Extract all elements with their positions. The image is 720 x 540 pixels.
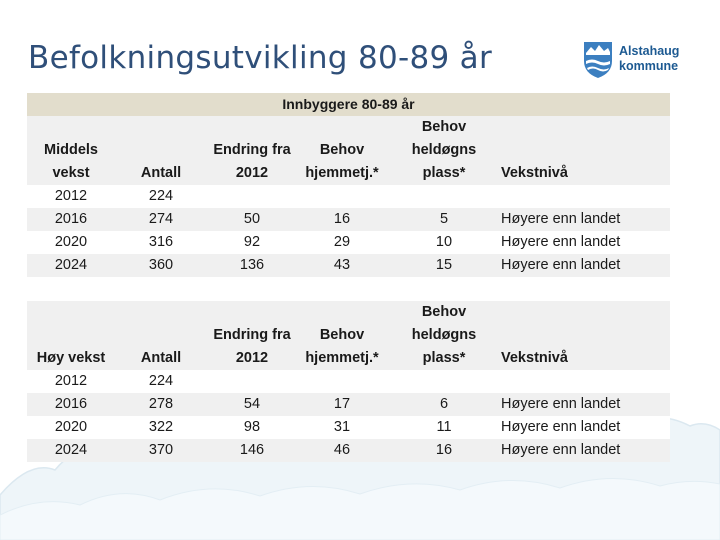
cell-growth-level: Høyere enn landet (501, 257, 621, 273)
slide-title: Befolkningsutvikling 80-89 år (28, 40, 493, 76)
cell-growth-level: Høyere enn landet (501, 234, 621, 250)
cell-full-time-place: 5 (439, 211, 449, 227)
header-growth-level: Vekstnivå (501, 165, 568, 181)
cell-home-care: 17 (333, 396, 351, 412)
header-change: Endring fra 2012 (213, 142, 291, 181)
table-header-row (27, 116, 670, 185)
cell-change: 146 (239, 442, 265, 458)
cell-full-time-place: 15 (435, 257, 453, 273)
cell-full-time-place (387, 185, 501, 208)
cell-count: 360 (148, 257, 174, 273)
cell-full-time-place: 10 (435, 234, 453, 250)
cell-count: 224 (148, 188, 174, 204)
cell-growth-level: Høyere enn landet (501, 442, 621, 458)
cell-home-care: 31 (333, 419, 351, 435)
cell-growth-level (501, 370, 670, 393)
cell-count: 278 (148, 396, 174, 412)
cell-home-care: 29 (333, 234, 351, 250)
table-caption-row (27, 93, 670, 116)
table-medium-growth (27, 93, 670, 277)
header-scenario: Høy vekst (36, 350, 106, 366)
shield-icon (583, 41, 613, 79)
cell-full-time-place: 6 (439, 396, 449, 412)
cell-growth-level: Høyere enn landet (501, 419, 621, 435)
table-row (27, 370, 670, 393)
header-growth-level: Vekstnivå (501, 350, 568, 366)
cell-year: 2020 (54, 419, 88, 435)
logo-text (619, 44, 679, 74)
cell-year: 2016 (54, 396, 88, 412)
table-row (27, 393, 670, 416)
header-change: Endring fra 2012 (213, 327, 291, 366)
cell-year: 2012 (54, 188, 88, 204)
cell-full-time-place: 16 (435, 442, 453, 458)
cell-year: 2012 (54, 373, 88, 389)
cell-count: 322 (148, 419, 174, 435)
cell-change: 92 (243, 234, 261, 250)
cell-home-care (297, 185, 387, 208)
cell-change (207, 185, 297, 208)
cell-full-time-place (387, 370, 501, 393)
cell-count: 274 (148, 211, 174, 227)
header-scenario: Middels vekst (44, 142, 98, 181)
table-row (27, 231, 670, 254)
cell-growth-level: Høyere enn landet (501, 396, 621, 412)
cell-year: 2024 (54, 257, 88, 273)
table-row (27, 254, 670, 277)
cell-change: 54 (243, 396, 261, 412)
table-row (27, 185, 670, 208)
table-caption: Innbyggere 80-89 år (282, 96, 415, 112)
cell-year: 2020 (54, 234, 88, 250)
table-row (27, 208, 670, 231)
cell-change (207, 370, 297, 393)
header-full-time-place: Behov heldøgns plass* (411, 304, 477, 366)
cell-change: 98 (243, 419, 261, 435)
logo-line-1: Alstahaug (619, 44, 680, 58)
cell-count: 316 (148, 234, 174, 250)
cell-year: 2016 (54, 211, 88, 227)
logo-line-2: kommune (619, 59, 679, 73)
table-row (27, 416, 670, 439)
table-high-growth (27, 301, 670, 462)
table-header-row (27, 301, 670, 370)
municipality-logo (583, 41, 693, 81)
cell-change: 50 (243, 211, 261, 227)
cell-growth-level (501, 185, 670, 208)
cell-home-care: 43 (333, 257, 351, 273)
header-home-care: Behov hjemmetj.* (305, 142, 379, 181)
cell-year: 2024 (54, 442, 88, 458)
cell-home-care: 46 (333, 442, 351, 458)
header-count: Antall (140, 350, 182, 366)
cell-count: 370 (148, 442, 174, 458)
header-full-time-place: Behov heldøgns plass* (411, 119, 477, 181)
cell-home-care (297, 370, 387, 393)
header-home-care: Behov hjemmetj.* (305, 327, 379, 366)
table-row (27, 439, 670, 462)
cell-count: 224 (148, 373, 174, 389)
cell-growth-level: Høyere enn landet (501, 211, 621, 227)
cell-home-care: 16 (333, 211, 351, 227)
header-count: Antall (140, 165, 182, 181)
cell-change: 136 (239, 257, 265, 273)
cell-full-time-place: 11 (436, 419, 452, 435)
